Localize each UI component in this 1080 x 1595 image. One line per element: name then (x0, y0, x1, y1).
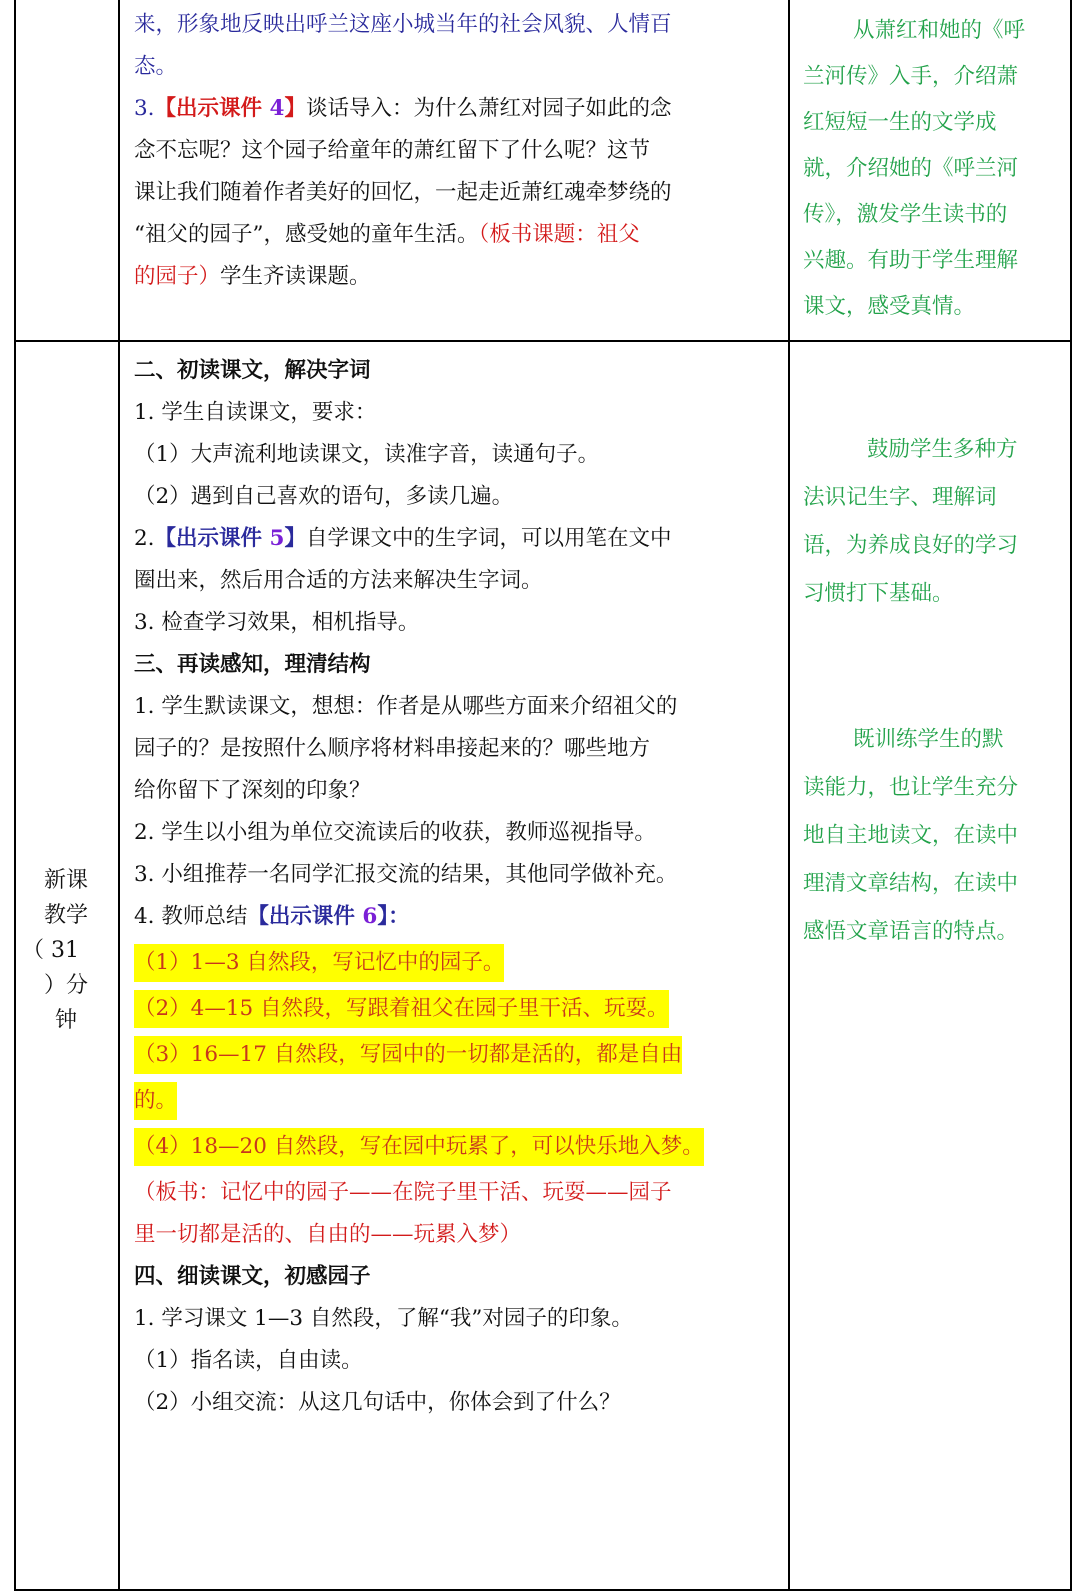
note-line: 感悟文章语言的特点。 (803, 919, 1019, 944)
section-heading: 四、细读课文，初感园子 (134, 1264, 371, 1289)
note-line: 鼓励学生多种方 (867, 437, 1018, 462)
note-line: 从萧红和她的《呼 (853, 18, 1026, 43)
courseware-tag-close: 】 (284, 526, 306, 551)
courseware-tag-number: 5 (269, 526, 285, 551)
row-divider (14, 340, 1072, 342)
highlight-row (134, 1034, 802, 1076)
intro-line-2: 态。 (134, 54, 178, 79)
stage-label-line: ）分 (43, 973, 88, 998)
courseware-tag-open: 【出示课件 (154, 96, 270, 121)
lesson-line (134, 896, 802, 938)
highlighted-summary: （2）4—15 自然段，写跟着祖父在园子里干活、玩耍。 (134, 990, 669, 1028)
courseware-tag-close: 】 (284, 96, 306, 121)
intro-content (134, 4, 802, 298)
lesson-line: 3. 检查学习效果，相机指导。 (134, 610, 420, 635)
courseware-tag-open: 【出示课件 (247, 904, 363, 929)
design-note-3 (803, 716, 1069, 956)
section-heading: 三、再读感知，理清结构 (134, 652, 371, 677)
highlighted-summary: （1）1—3 自然段，写记忆中的园子。 (134, 944, 504, 982)
highlighted-summary: （4）18—20 自然段，写在园中玩累了，可以快乐地入梦。 (134, 1128, 704, 1166)
note-line: 习惯打下基础。 (803, 581, 954, 606)
note-line: 读能力，也让学生充分 (803, 775, 1019, 800)
board-note: 的园子） (134, 264, 221, 289)
highlight-row (134, 1080, 802, 1122)
courseware-tag-number: 4 (269, 96, 285, 121)
note-line: 法识记生字、理解词 (803, 485, 997, 510)
stage-label-line: （ 31 (22, 938, 79, 963)
board-note: （板书课题：祖父 (478, 222, 640, 247)
item-text: “祖父的园子”，感受她的童年生活。 (134, 222, 479, 247)
note-line: 兴趣。有助于学生理解 (803, 248, 1019, 273)
item-number: 2. (134, 526, 155, 551)
highlighted-summary: （3）16—17 自然段，写园中的一切都是活的，都是自由 (134, 1036, 682, 1074)
lesson-content (134, 350, 802, 1424)
stage-label (16, 863, 116, 1038)
note-line: 课文，感受真情。 (803, 294, 976, 319)
courseware-tag-close: 】： (377, 904, 410, 929)
lesson-line: 1. 学生自读课文，要求： (134, 400, 377, 425)
item-number: 3. (134, 96, 155, 121)
note-line: 理清文章结构，在读中 (803, 871, 1019, 896)
item-text: 4. 教师总结 (134, 904, 248, 929)
lesson-line: 2. 学生以小组为单位交流读后的收获，教师巡视指导。 (134, 820, 656, 845)
lesson-line: 1. 学习课文 1—3 自然段，了解“我”对园子的印象。 (134, 1306, 633, 1331)
design-note-2 (803, 426, 1069, 618)
intro-item-3-line-2: 念不忘呢？这个园子给童年的萧红留下了什么呢？这节 (134, 138, 651, 163)
note-line: 语，为养成良好的学习 (803, 533, 1019, 558)
lesson-line: 圈出来，然后用合适的方法来解决生字词。 (134, 568, 543, 593)
lesson-line: 1. 学生默读课文，想想：作者是从哪些方面来介绍祖父的 (134, 694, 678, 719)
board-note: 里一切都是活的、自由的——玩累入梦） (134, 1222, 522, 1247)
lesson-line: （1）指名读，自由读。 (134, 1348, 363, 1373)
lesson-line: 3. 小组推荐一名同学汇报交流的结果，其他同学做补充。 (134, 862, 678, 887)
note-line: 就，介绍她的《呼兰河 (803, 156, 1019, 181)
courseware-tag-open: 【出示课件 (154, 526, 270, 551)
column-divider-1 (118, 0, 120, 1591)
item-text: 学生齐读课题。 (220, 264, 371, 289)
stage-label-line: 新课 (43, 868, 88, 893)
highlight-row (134, 942, 802, 984)
note-line: 地自主地读文，在读中 (803, 823, 1019, 848)
design-note-1 (803, 8, 1069, 330)
item-text: 谈话导入：为什么萧红对园子如此的念 (306, 96, 672, 121)
note-line: 既训练学生的默 (853, 727, 1004, 752)
highlight-row (134, 988, 802, 1030)
stage-label-line: 教学 (43, 903, 88, 928)
courseware-tag-number: 6 (362, 904, 378, 929)
lesson-line (134, 518, 802, 560)
board-note: （板书：记忆中的园子——在院子里干活、玩耍——园子 (134, 1180, 672, 1205)
lesson-line: 园子的？是按照什么顺序将材料串接起来的？哪些地方 (134, 736, 651, 761)
note-line: 红短短一生的文学成 (803, 110, 997, 135)
intro-item-3-line-4 (134, 214, 802, 256)
item-text: 自学课文中的生字词，可以用笔在文中 (306, 526, 672, 551)
stage-label-line: 钟 (54, 1008, 77, 1033)
intro-item-3 (134, 88, 802, 130)
lesson-line: 给你留下了深刻的印象？ (134, 778, 371, 803)
note-line: 传》，激发学生读书的 (803, 202, 1008, 227)
highlighted-summary: 的。 (134, 1082, 177, 1120)
intro-line-1: 来，形象地反映出呼兰这座小城当年的社会风貌、人情百 (134, 12, 672, 37)
section-heading: 二、初读课文，解决字词 (134, 358, 371, 383)
lesson-line: （1）大声流利地读课文，读准字音，读通句子。 (134, 442, 600, 467)
lesson-line: （2）遇到自己喜欢的语句，多读几遍。 (134, 484, 514, 509)
note-line: 兰河传》入手，介绍萧 (803, 64, 1019, 89)
intro-item-3-line-5 (134, 256, 802, 298)
intro-item-3-line-3: 课让我们随着作者美好的回忆，一起走近萧红魂牵梦绕的 (134, 180, 672, 205)
lesson-line: （2）小组交流：从这几句话中，你体会到了什么？ (134, 1390, 621, 1415)
highlight-row (134, 1126, 802, 1168)
